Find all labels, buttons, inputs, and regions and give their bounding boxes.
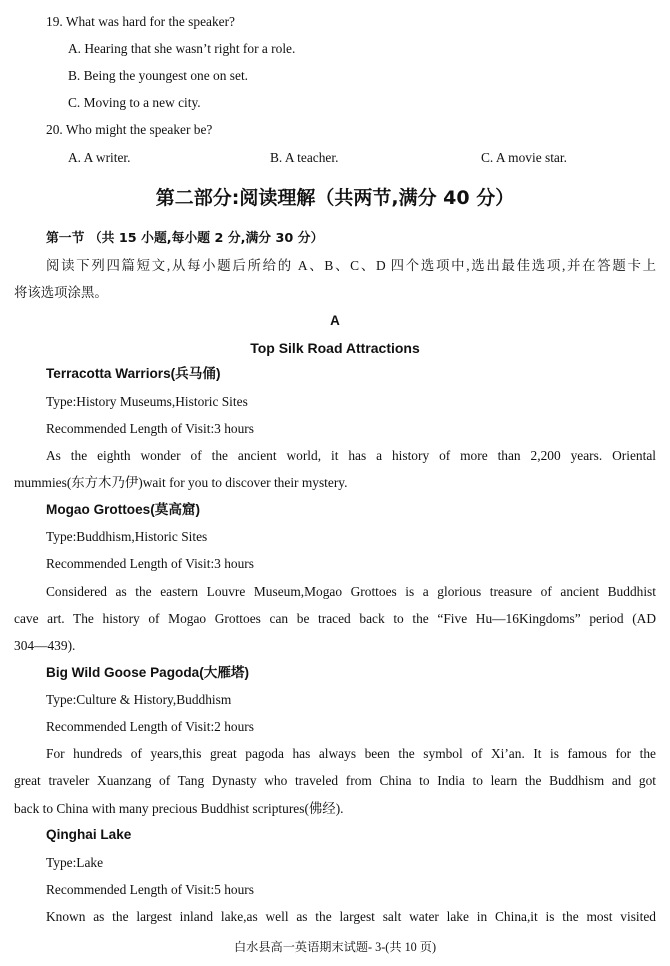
instructions-line-1: 阅读下列四篇短文,从每小题后所给的 A、B、C、D 四个选项中,选出最佳选项,并在答题卡上 bbox=[46, 258, 656, 273]
attraction-name: Qinghai Lake bbox=[46, 827, 132, 842]
attraction-type: Type:Lake bbox=[46, 855, 104, 870]
attraction-length: Recommended Length of Visit:3 hours bbox=[46, 421, 254, 436]
attraction-name: Big Wild Goose Pagoda(大雁塔) bbox=[46, 665, 250, 680]
q19-option-c: C. Moving to a new city. bbox=[68, 95, 201, 110]
attraction-length: Recommended Length of Visit:2 hours bbox=[46, 719, 254, 734]
passage-title: Top Silk Road Attractions bbox=[250, 340, 420, 356]
attraction-desc-line: cave art. The history of Mogao Grottoes can be traced back to the “Five Hu—16Kingdoms” period (AD bbox=[14, 611, 656, 626]
attraction-name: Mogao Grottoes(莫高窟) bbox=[46, 502, 201, 517]
attraction-type: Type:Culture & History,Buddhism bbox=[46, 692, 232, 707]
question-19: 19. What was hard for the speaker? bbox=[46, 14, 236, 29]
passage-label: A bbox=[330, 313, 340, 328]
attraction-desc-line: For hundreds of years,this great pagoda has always been the symbol of Xi’an. It is famous for the bbox=[46, 746, 656, 761]
attraction-type: Type:History Museums,Historic Sites bbox=[46, 394, 248, 409]
question-20: 20. Who might the speaker be? bbox=[46, 122, 213, 137]
instructions-line-2: 将该选项涂黑。 bbox=[14, 285, 108, 300]
q20-option-b: B. A teacher. bbox=[270, 150, 339, 165]
attraction-desc-line: back to China with many precious Buddhist scriptures(佛经). bbox=[14, 801, 344, 816]
page-footer: 白水县高一英语期末试题- 3-(共 10 页) bbox=[233, 940, 437, 954]
q20-option-c: C. A movie star. bbox=[481, 150, 567, 165]
attraction-length: Recommended Length of Visit:5 hours bbox=[46, 882, 254, 897]
attraction-desc-line: Known as the largest inland lake,as well as the largest salt water lake in China,it is the most visited bbox=[46, 909, 656, 924]
attraction-name: Terracotta Warriors(兵马俑) bbox=[46, 366, 221, 381]
attraction-desc-line: 304—439). bbox=[14, 638, 76, 653]
attraction-length: Recommended Length of Visit:3 hours bbox=[46, 556, 254, 571]
attraction-desc-line: great traveler Xuanzang of Tang Dynasty who traveled from China to India to learn the Buddhism and got bbox=[14, 773, 656, 788]
part2-title: 第二部分:阅读理解（共两节,满分 40 分） bbox=[155, 187, 515, 209]
attraction-desc-line: mummies(东方木乃伊)wait for you to discover their mystery. bbox=[14, 475, 348, 490]
q20-option-a: A. A writer. bbox=[68, 150, 131, 165]
attraction-desc-line: Considered as the eastern Louvre Museum,Mogao Grottoes is a glorious treasure of ancient Buddhist bbox=[46, 584, 656, 599]
q19-option-a: A. Hearing that she wasn’t right for a role. bbox=[68, 41, 296, 56]
q19-option-b: B. Being the youngest one on set. bbox=[68, 68, 249, 83]
section1-header: 第一节 （共 15 小题,每小题 2 分,满分 30 分） bbox=[46, 231, 324, 246]
attraction-type: Type:Buddhism,Historic Sites bbox=[46, 529, 208, 544]
attraction-desc-line: As the eighth wonder of the ancient world, it has a history of more than 2,200 years. Oriental bbox=[46, 448, 656, 463]
